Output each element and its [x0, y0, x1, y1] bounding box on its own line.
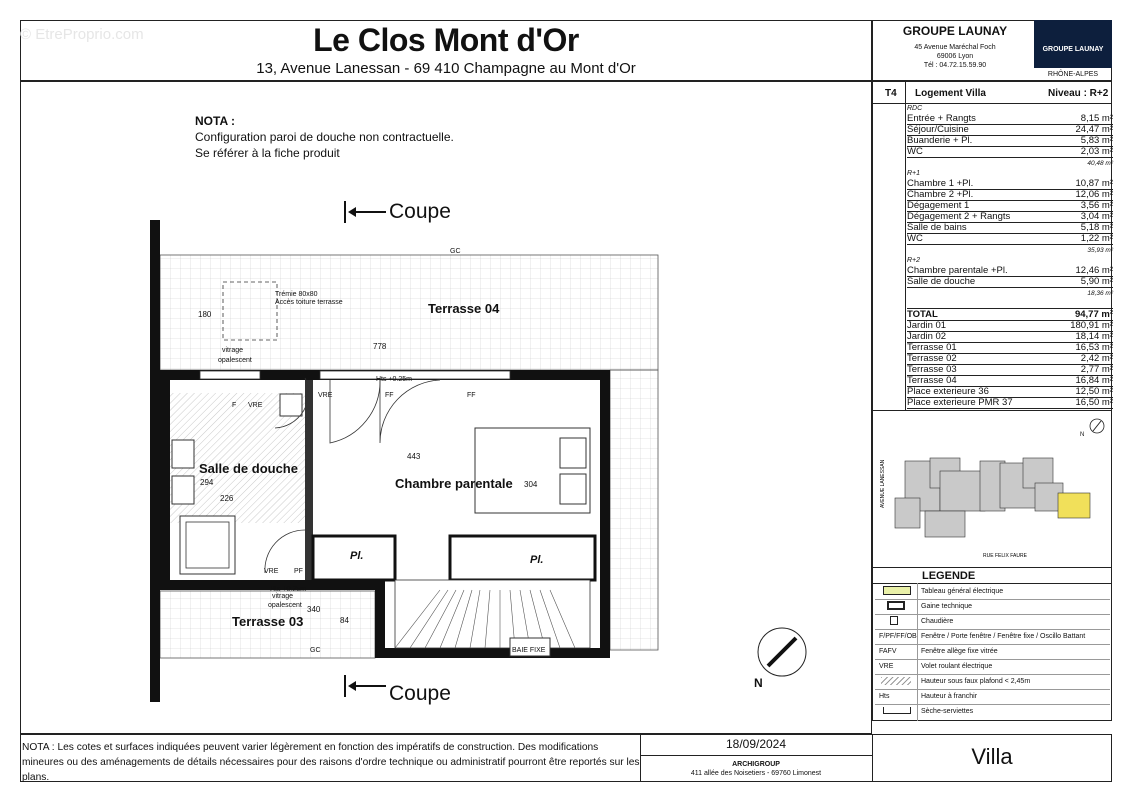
- basin: [172, 440, 194, 468]
- r1-subtotal: 35,93 m²: [1087, 247, 1113, 254]
- surface-row: [907, 234, 1113, 245]
- footer-date-rule: [640, 755, 872, 756]
- surface-value: 5,90 m²: [1080, 276, 1113, 287]
- surface-label: Chambre parentale +Pl.: [907, 265, 1008, 276]
- minimap-buildings: [895, 458, 1063, 537]
- hts-label-1: Hts +0.25m: [376, 376, 412, 383]
- legend-title: LEGENDE: [922, 570, 976, 582]
- surface-label: Salle de bains: [907, 222, 967, 233]
- hatch-icon: [881, 677, 911, 685]
- unit-rule: [872, 103, 1112, 104]
- surface-label: Dégagement 1: [907, 200, 970, 211]
- room-terrasse-04: Terrasse 04: [428, 301, 500, 316]
- surface-label: Place exterieure 36: [907, 386, 989, 397]
- surface-label: Buanderie + Pl.: [907, 135, 973, 146]
- surface-label: Séjour/Cuisine: [907, 124, 969, 135]
- total-label: TOTAL: [907, 309, 938, 320]
- coupe-label-top: Coupe: [389, 200, 451, 223]
- north-arrow-icon: [752, 622, 812, 682]
- dim-294: 294: [200, 478, 214, 487]
- surface-value: 8,15 m²: [1080, 113, 1113, 124]
- window: [200, 371, 260, 379]
- legend-text: Fenêtre / Porte fenêtre / Fenêtre fixe / Oscillo Battant: [921, 633, 1086, 640]
- surface-value: 1,22 m²: [1080, 233, 1113, 244]
- surface-value: 2,42 m²: [1080, 353, 1113, 364]
- legend-row: [875, 599, 1110, 615]
- surface-value: 180,91 m²: [1070, 320, 1113, 331]
- legend-top-rule: [872, 567, 1112, 568]
- company-phone: Tél : 04.72.15.59.90: [923, 62, 987, 69]
- boiler-icon: [890, 616, 898, 625]
- legend-code: VRE: [879, 663, 894, 670]
- towel-dryer-icon: [883, 707, 911, 714]
- dim-443: 443: [407, 452, 421, 461]
- surface-value: 24,47 m²: [1075, 124, 1113, 135]
- surface-value: 3,56 m²: [1080, 200, 1113, 211]
- door-swing: [330, 380, 380, 443]
- legend-code: Hts: [879, 693, 890, 700]
- unit-divider: [905, 82, 906, 104]
- gc-label-1: GC: [450, 248, 461, 255]
- vre-label-2: VRE: [318, 392, 333, 399]
- legend-text: Volet roulant électrique: [921, 663, 993, 670]
- closet-label-2: Pl.: [530, 554, 544, 566]
- gaine-box: [280, 394, 302, 416]
- unit-type: T4: [885, 88, 897, 99]
- plan-nota-line2: Se référer à la fiche produit: [195, 146, 340, 160]
- pf-label: PF: [294, 568, 303, 575]
- dim-778: 778: [373, 342, 387, 351]
- terrasse-right-floor: [610, 370, 658, 650]
- baie-fixe-label: BAIE FIXE: [512, 647, 546, 654]
- opalescent-label-2: opalescent: [268, 602, 302, 609]
- wall: [600, 370, 610, 658]
- wall: [160, 370, 170, 590]
- ff-label-2: FF: [467, 392, 476, 399]
- pillow: [560, 474, 586, 504]
- surface-label: Terrasse 03: [907, 364, 957, 375]
- surface-value: 18,14 m²: [1075, 331, 1113, 342]
- table-bottom-rule: [872, 410, 1112, 411]
- dim-340: 340: [307, 605, 321, 614]
- dim-180: 180: [198, 310, 212, 319]
- window: [320, 371, 510, 379]
- surface-value: 5,18 m²: [1080, 222, 1113, 233]
- legend-text: Fenêtre allège fixe vitrée: [921, 648, 998, 655]
- surface-row: [907, 147, 1113, 158]
- surface-value: 5,83 m²: [1080, 135, 1113, 146]
- unit-level: Niveau : R+2: [1048, 88, 1109, 99]
- door-swing: [380, 380, 440, 443]
- dim-226: 226: [220, 494, 234, 503]
- vre-label-1: VRE: [248, 402, 263, 409]
- footer-nota: NOTA : Les cotes et surfaces indiquées peuvent varier légèrement en fonction des impératifs de construction. Des modifications mineures ou des aménagements de détails nécessaires pour des raisons d'ordre technique ou administratif pourront être reportés sur les plans.: [22, 742, 640, 783]
- tgbt-icon: [883, 586, 911, 595]
- surface-value: 10,87 m²: [1075, 178, 1113, 189]
- surface-label: Salle de douche: [907, 276, 976, 287]
- vitrage-label-2: vitrage: [272, 593, 294, 600]
- company-logo: [1034, 20, 1112, 68]
- surface-label: Terrasse 01: [907, 342, 957, 353]
- wall: [375, 648, 610, 658]
- legend-code: FAFV: [879, 648, 897, 655]
- shower-tray: [180, 516, 235, 574]
- surface-value: 2,77 m²: [1080, 364, 1113, 375]
- surface-label: Terrasse 04: [907, 375, 957, 386]
- surface-label: WC: [907, 146, 923, 157]
- footer-date: 18/09/2024: [725, 737, 787, 751]
- footer-architect: ARCHIGROUP: [732, 761, 780, 768]
- minimap-north-label: N: [1080, 432, 1085, 438]
- outdoor-row: [907, 398, 1113, 409]
- dim-304: 304: [524, 480, 538, 489]
- minimap-street-vertical: AVENUE LANESSAN: [880, 459, 886, 508]
- acces-label: Accès toiture terrasse: [275, 299, 343, 306]
- hts-label-2: Hts +0.25m: [270, 586, 306, 593]
- surface-value: 12,06 m²: [1075, 189, 1113, 200]
- coupe-label-bottom: Coupe: [389, 682, 451, 705]
- rdc-label: RDC: [907, 105, 923, 112]
- basin: [172, 476, 194, 504]
- north-label: N: [754, 676, 763, 690]
- legend-row: [875, 584, 1110, 600]
- arrow-head: [348, 207, 356, 217]
- pillow: [560, 438, 586, 468]
- surface-value: 12,50 m²: [1075, 386, 1113, 397]
- unit-name: Logement Villa: [915, 88, 986, 99]
- company-street: 45 Avenue Maréchal Foch: [914, 44, 996, 51]
- arrow-line: [356, 211, 386, 213]
- legend-row: [875, 644, 1110, 660]
- gc-label-2: GC: [310, 647, 321, 654]
- legend-row: [875, 659, 1110, 675]
- table-left-rule: [905, 103, 906, 410]
- rdc-subtotal: 40,48 m²: [1087, 160, 1113, 167]
- r1-label: R+1: [907, 170, 921, 177]
- legend-text: Hauteur sous faux plafond < 2,45m: [921, 678, 1031, 685]
- legend-row: [875, 629, 1110, 645]
- company-city: 69006 Lyon: [936, 53, 974, 60]
- vitrage-label-1: vitrage: [222, 347, 244, 354]
- legend-row: [875, 614, 1110, 630]
- plan-nota-title: NOTA :: [195, 114, 235, 128]
- legend-row: [875, 674, 1110, 690]
- gaine-icon: [887, 601, 905, 610]
- plan-nota-line1: Configuration paroi de douche non contractuelle.: [195, 130, 454, 144]
- watermark: © EtreProprio.com: [20, 26, 144, 43]
- legend-row: [875, 689, 1110, 705]
- r2-label: R+2: [907, 257, 921, 264]
- r2-subtotal: 18,36 m²: [1087, 290, 1113, 297]
- surface-value: 16,84 m²: [1075, 375, 1113, 386]
- legend-code: F/PF/FF/OB: [879, 633, 917, 640]
- surface-row: [907, 277, 1113, 288]
- logo-sub: RHÔNE-ALPES: [1047, 71, 1099, 78]
- surface-label: Jardin 02: [907, 331, 947, 342]
- surface-label: Dégagement 2 + Rangts: [907, 211, 1011, 222]
- surface-value: 2,03 m²: [1080, 146, 1113, 157]
- legend-text: Tableau général électrique: [921, 588, 1004, 595]
- wall: [375, 580, 385, 658]
- closet-label-1: Pl.: [350, 550, 364, 562]
- surface-label: WC: [907, 233, 923, 244]
- surface-label: Place exterieure PMR 37: [907, 397, 1013, 408]
- footer-architect-address: 411 allée des Noisetiers - 69760 Limonest: [690, 770, 822, 777]
- footer-type: Villa: [971, 744, 1013, 769]
- stair: [395, 580, 590, 648]
- minimap-street-bottom: RUE FELIX FAURE: [983, 553, 1027, 559]
- surface-label: Terrasse 02: [907, 353, 957, 364]
- surface-value: 16,53 m²: [1075, 342, 1113, 353]
- opalescent-label-1: opalescent: [218, 357, 252, 364]
- page-title: Le Clos Mont d'Or: [313, 22, 579, 58]
- room-chambre-parentale: Chambre parentale: [395, 476, 513, 491]
- address: 13, Avenue Lanessan - 69 410 Champagne au Mont d'Or: [256, 60, 636, 77]
- surface-value: 3,04 m²: [1080, 211, 1113, 222]
- minimap-unit-highlight: [1058, 493, 1090, 518]
- legend-row: [875, 704, 1110, 719]
- tremie-label: Trémie 80x80: [275, 291, 318, 298]
- legend-text: Chaudière: [921, 618, 954, 625]
- company-name: GROUPE LAUNAY: [902, 24, 1008, 38]
- surface-value: 12,46 m²: [1075, 265, 1113, 276]
- legend-text: Sèche-serviettes: [921, 708, 974, 715]
- surface-label: Chambre 1 +Pl.: [907, 178, 974, 189]
- dim-84: 84: [340, 616, 349, 625]
- legend-text: Gaine technique: [921, 603, 972, 610]
- f-label: F: [232, 402, 237, 409]
- closet-2: [450, 536, 595, 580]
- logo-text: GROUPE LAUNAY: [1042, 46, 1104, 53]
- site-minimap: [875, 413, 1110, 565]
- vre-label-3: VRE: [264, 568, 279, 575]
- surface-label: Chambre 2 +Pl.: [907, 189, 974, 200]
- legend-text: Hauteur à franchir: [921, 693, 978, 700]
- room-salle-de-douche: Salle de douche: [199, 461, 298, 476]
- surface-label: Entrée + Rangts: [907, 113, 976, 124]
- surface-value: 16,50 m²: [1075, 397, 1113, 408]
- left-wall: [150, 220, 160, 702]
- room-terrasse-03: Terrasse 03: [232, 614, 304, 629]
- surface-label: Jardin 01: [907, 320, 947, 331]
- minimap-north-icon: [1090, 419, 1104, 433]
- ff-label-1: FF: [385, 392, 394, 399]
- total-value: 94,77 m²: [1074, 309, 1113, 320]
